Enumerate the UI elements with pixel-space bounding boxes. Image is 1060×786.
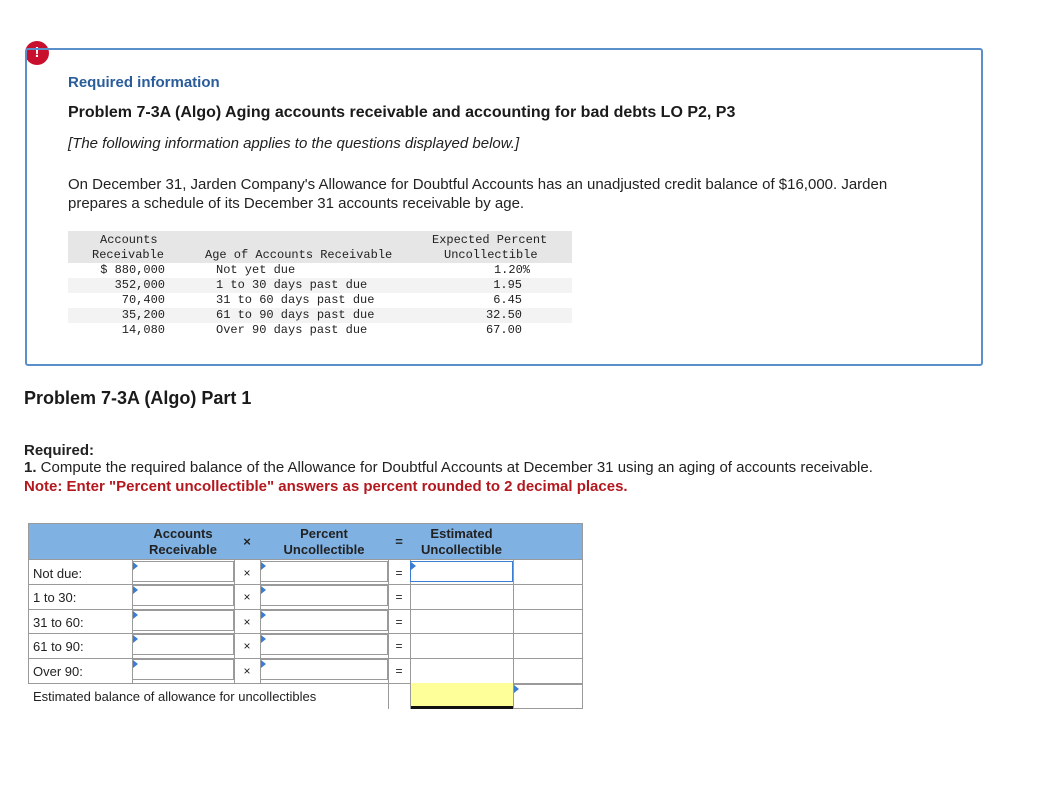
pct-input-1-to-30[interactable] <box>260 585 388 606</box>
total-estimated-cell[interactable] <box>411 683 513 709</box>
row-label-over-90: Over 90: <box>33 664 83 679</box>
ar-input-31-to-60[interactable] <box>132 610 234 631</box>
applies-note: [The following information applies to the questions displayed below.] <box>68 135 520 152</box>
total-label: Estimated balance of allowance for uncollectibles <box>33 689 317 704</box>
schedule-age: 31 to 60 days past due <box>216 293 375 307</box>
header-equals: = <box>395 534 403 549</box>
schedule-pct: 67.00 <box>485 323 522 337</box>
equals-sign: = <box>395 615 403 629</box>
instruction <box>24 459 873 476</box>
schedule-pct: 32.50 <box>485 308 522 322</box>
schedule-header-pct-line2: Uncollectible <box>444 248 538 262</box>
schedule-pct: 1.20% <box>493 263 530 277</box>
row-label-61-to-90: 61 to 90: <box>33 639 84 654</box>
row-label-31-to-60: 31 to 60: <box>33 615 84 630</box>
pct-input-over-90[interactable] <box>260 659 388 680</box>
row-label-1-to-30: 1 to 30: <box>33 590 77 605</box>
pct-input-31-to-60[interactable] <box>260 610 388 631</box>
header-percent-uncollectible: Percent Uncollectible <box>283 526 365 557</box>
aging-worksheet <box>28 523 583 709</box>
schedule-amount: 35,200 <box>121 308 165 322</box>
schedule-age: 61 to 90 days past due <box>216 308 375 322</box>
schedule-header-ar-line1: Accounts <box>100 233 158 247</box>
schedule-amount: 70,400 <box>121 293 165 307</box>
schedule-header-pct-line1: Expected Percent <box>432 233 548 247</box>
times-sign: × <box>243 639 251 653</box>
schedule-amount: 352,000 <box>114 278 165 292</box>
schedule-amount: $ 880,000 <box>100 263 165 277</box>
schedule-age: Over 90 days past due <box>216 323 368 337</box>
ar-input-over-90[interactable] <box>132 659 234 680</box>
required-information-heading: Required information <box>68 74 220 91</box>
part-title: Problem 7-3A (Algo) Part 1 <box>24 388 252 408</box>
equals-sign: = <box>395 566 403 580</box>
ar-input-61-to-90[interactable] <box>132 634 234 655</box>
header-estimated-uncollectible: Estimated Uncollectible <box>421 526 502 557</box>
equals-sign: = <box>395 590 403 604</box>
times-sign: × <box>243 664 251 678</box>
problem-title: Problem 7-3A (Algo) Aging accounts receivable and accounting for bad debts LO P2, P3 <box>68 104 736 121</box>
ar-input-not-due[interactable] <box>132 561 234 582</box>
pct-input-not-due[interactable] <box>260 561 388 582</box>
schedule-age: 1 to 30 days past due <box>216 278 368 292</box>
rounding-note: Note: Enter "Percent uncollectible" answers as percent rounded to 2 decimal places. <box>24 478 628 495</box>
total-allowance-input[interactable] <box>513 684 583 709</box>
schedule-header-age: Age of Accounts Receivable <box>205 248 393 262</box>
header-times: × <box>243 534 251 549</box>
schedule-header-ar-line2: Receivable <box>92 248 165 262</box>
est-input-not-due[interactable] <box>410 561 513 582</box>
ar-input-1-to-30[interactable] <box>132 585 234 606</box>
equals-sign: = <box>395 664 403 678</box>
instruction-number: 1. <box>24 459 37 476</box>
times-sign: × <box>243 615 251 629</box>
row-label-not-due: Not due: <box>33 566 83 581</box>
alert-icon: ! <box>25 41 49 65</box>
equals-sign: = <box>395 639 403 653</box>
times-sign: × <box>243 590 251 604</box>
schedule-age: Not yet due <box>216 263 296 277</box>
schedule-amount: 14,080 <box>121 323 165 337</box>
schedule-pct: 6.45 <box>493 293 522 307</box>
problem-description: On December 31, Jarden Company's Allowance for Doubtful Accounts has an unadjusted credit balance of $16,000. Jarden prepares a schedule of its December 31 accounts receivable by age. <box>68 176 888 212</box>
times-sign: × <box>243 566 251 580</box>
header-accounts-receivable: Accounts Receivable <box>149 526 217 557</box>
schedule-pct: 1.95 <box>493 278 522 292</box>
required-label: Required: <box>24 442 95 459</box>
instruction-text: Compute the required balance of the Allowance for Doubtful Accounts at December 31 using an aging of accounts receivable. <box>36 459 873 476</box>
pct-input-61-to-90[interactable] <box>260 634 388 655</box>
